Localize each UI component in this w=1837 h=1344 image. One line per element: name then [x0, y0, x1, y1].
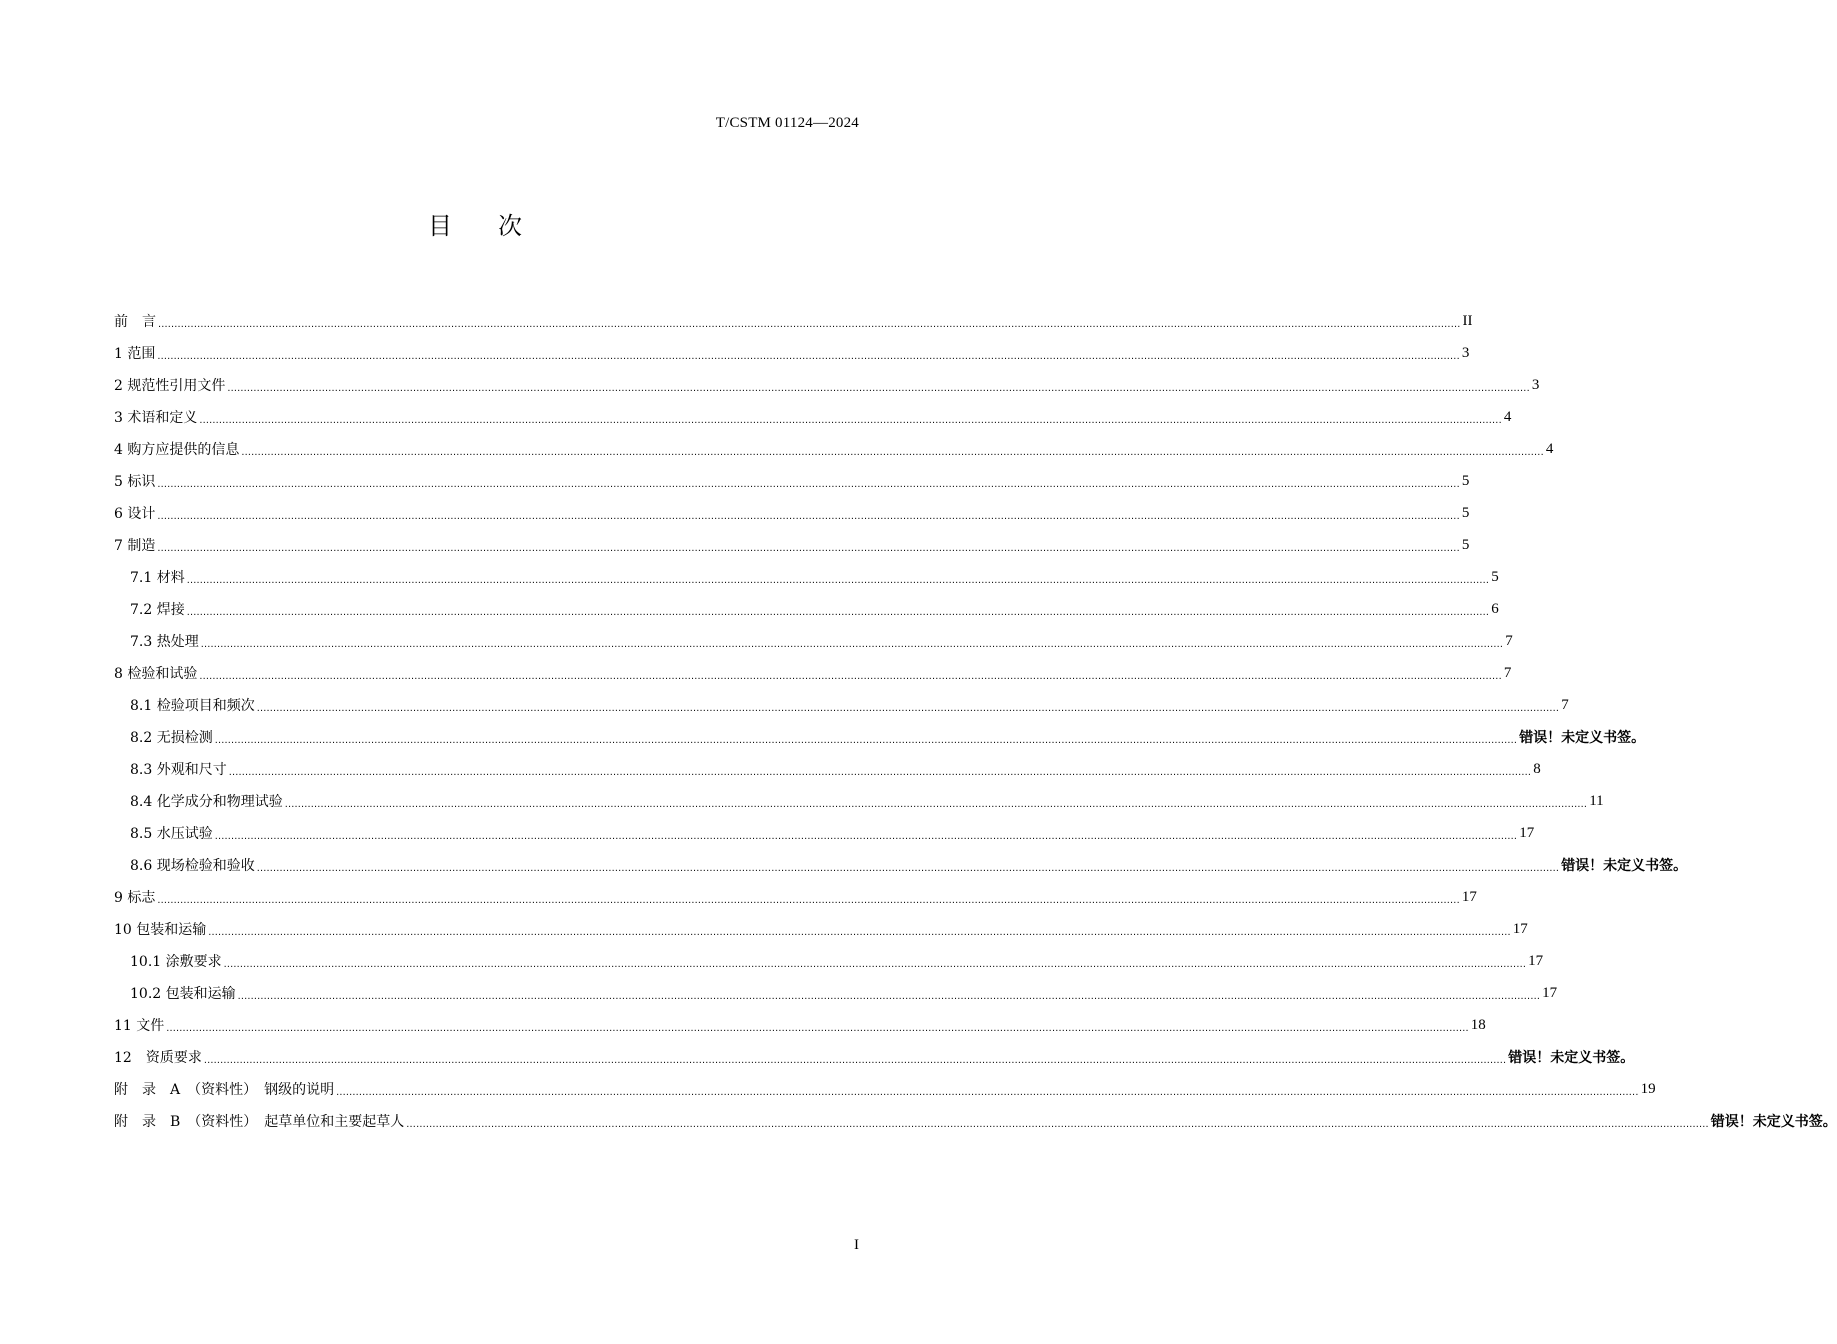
toc-entry-page: 5 [1461, 504, 1470, 521]
toc-entry-label: 前 言 [114, 314, 156, 330]
toc-leader-dots: ................................................................................................................................................................................................................................................................................................................................................................................................................ [256, 862, 1560, 874]
toc-entry-page: 5 [1461, 472, 1470, 489]
toc-entry-page: 错误！未定义书签。 [1561, 858, 1688, 874]
toc-entry[interactable] [114, 337, 1470, 369]
toc-entry[interactable] [114, 593, 1499, 625]
toc-entry[interactable] [114, 881, 1477, 913]
toc-entry-page: 17 [1528, 952, 1544, 969]
toc-entry-page: 4 [1503, 408, 1512, 425]
toc-leader-dots: ................................................................................................................................................................................................................................................................................................................................................................................................................ [158, 318, 1461, 330]
toc-leader-dots: ................................................................................................................................................................................................................................................................................................................................................................................................................ [157, 894, 1460, 906]
toc-entry[interactable] [114, 305, 1473, 337]
toc-leader-dots: ................................................................................................................................................................................................................................................................................................................................................................................................................ [200, 638, 1504, 650]
toc-entry-label: 附 录 B （资料性） 起草单位和主要起草人 [114, 1114, 405, 1130]
toc-entry-label: 10.1 涂敷要求 [130, 954, 222, 970]
page-number: I [854, 1237, 859, 1253]
toc-leader-dots: ................................................................................................................................................................................................................................................................................................................................................................................................................ [241, 446, 1544, 458]
toc-leader-dots: ................................................................................................................................................................................................................................................................................................................................................................................................................ [157, 510, 1460, 522]
toc-leader-dots: ................................................................................................................................................................................................................................................................................................................................................................................................................ [214, 734, 1518, 746]
toc-entry-page: 7 [1503, 664, 1512, 681]
toc-entry-page: 11 [1589, 792, 1604, 809]
toc-leader-dots: ................................................................................................................................................................................................................................................................................................................................................................................................................ [199, 414, 1502, 426]
toc-entry-label: 1 范围 [114, 346, 156, 362]
toc-entry-page: 17 [1519, 824, 1535, 841]
toc-entry-page: 3 [1461, 344, 1470, 361]
toc-entry-page: 错误！未定义书签。 [1519, 730, 1646, 746]
toc-entry[interactable] [114, 433, 1554, 465]
toc-entry-page: 17 [1542, 984, 1558, 1001]
toc-leader-dots: ................................................................................................................................................................................................................................................................................................................................................................................................................ [223, 958, 1527, 970]
table-of-contents [114, 305, 1837, 1137]
toc-entry-label: 5 标识 [114, 474, 156, 490]
toc-entry-label: 7 制造 [114, 538, 156, 554]
toc-entry[interactable] [114, 625, 1513, 657]
toc-entry[interactable] [114, 497, 1470, 529]
toc-entry-page: 7 [1505, 632, 1513, 649]
toc-leader-dots: ................................................................................................................................................................................................................................................................................................................................................................................................................ [166, 1022, 1469, 1034]
toc-entry-page: 5 [1491, 568, 1499, 585]
toc-entry[interactable] [114, 657, 1512, 689]
toc-entry[interactable] [114, 529, 1470, 561]
page-title [0, 206, 950, 241]
toc-entry-label: 8.1 检验项目和频次 [130, 698, 255, 714]
document-code: T/CSTM 01124—2024 [715, 115, 859, 131]
toc-entry-page: 4 [1545, 440, 1554, 457]
toc-entry-label: 10 包装和运输 [114, 922, 207, 938]
toc-entry[interactable] [114, 817, 1535, 849]
toc-entry[interactable] [114, 465, 1470, 497]
toc-leader-dots: ................................................................................................................................................................................................................................................................................................................................................................................................................ [203, 1054, 1507, 1066]
toc-entry-page: 17 [1461, 888, 1477, 905]
toc-entry-label: 10.2 包装和运输 [130, 986, 236, 1002]
toc-entry-label: 8.4 化学成分和物理试验 [130, 794, 283, 810]
toc-entry[interactable] [114, 913, 1528, 945]
toc-leader-dots: ................................................................................................................................................................................................................................................................................................................................................................................................................ [336, 1086, 1639, 1098]
toc-entry[interactable] [114, 1009, 1486, 1041]
toc-entry[interactable] [114, 721, 1646, 753]
toc-entry-page: 3 [1531, 376, 1540, 393]
toc-leader-dots: ................................................................................................................................................................................................................................................................................................................................................................................................................ [228, 766, 1532, 778]
toc-leader-dots: ................................................................................................................................................................................................................................................................................................................................................................................................................ [157, 542, 1460, 554]
toc-leader-dots: ................................................................................................................................................................................................................................................................................................................................................................................................................ [157, 478, 1460, 490]
toc-entry-page: 18 [1470, 1016, 1486, 1033]
toc-leader-dots: ................................................................................................................................................................................................................................................................................................................................................................................................................ [256, 702, 1560, 714]
toc-entry-page: 6 [1491, 600, 1499, 617]
toc-entry[interactable] [114, 369, 1540, 401]
toc-leader-dots: ................................................................................................................................................................................................................................................................................................................................................................................................................ [186, 574, 1490, 586]
title-char-2: 次 [498, 212, 522, 240]
toc-leader-dots: ................................................................................................................................................................................................................................................................................................................................................................................................................ [406, 1118, 1709, 1130]
toc-entry[interactable] [114, 977, 1558, 1009]
toc-leader-dots: ................................................................................................................................................................................................................................................................................................................................................................................................................ [214, 830, 1518, 842]
toc-leader-dots: ................................................................................................................................................................................................................................................................................................................................................................................................................ [227, 382, 1530, 394]
toc-entry[interactable] [114, 945, 1544, 977]
toc-entry[interactable] [114, 689, 1569, 721]
toc-entry-label: 8.3 外观和尺寸 [130, 762, 227, 778]
toc-entry-page: 8 [1533, 760, 1541, 777]
toc-entry-label: 11 文件 [114, 1018, 165, 1034]
toc-entry-label: 7.3 热处理 [130, 634, 199, 650]
toc-leader-dots: ................................................................................................................................................................................................................................................................................................................................................................................................................ [284, 798, 1588, 810]
toc-entry-page: 17 [1512, 920, 1528, 937]
toc-entry-label: 8.6 现场检验和验收 [130, 858, 255, 874]
toc-leader-dots: ................................................................................................................................................................................................................................................................................................................................................................................................................ [208, 926, 1511, 938]
toc-entry-page: 错误！未定义书签。 [1710, 1114, 1837, 1130]
toc-entry[interactable] [114, 849, 1688, 881]
toc-leader-dots: ................................................................................................................................................................................................................................................................................................................................................................................................................ [237, 990, 1541, 1002]
toc-entry-label: 2 规范性引用文件 [114, 378, 226, 394]
toc-entry-page: 7 [1561, 696, 1569, 713]
toc-leader-dots: ................................................................................................................................................................................................................................................................................................................................................................................................................ [199, 670, 1502, 682]
toc-entry[interactable] [114, 753, 1541, 785]
toc-entry-label: 附 录 A （资料性） 钢级的说明 [114, 1082, 335, 1098]
toc-entry-page: 5 [1461, 536, 1470, 553]
toc-entry-page: II [1462, 312, 1473, 329]
toc-entry-label: 7.1 材料 [130, 570, 185, 586]
toc-entry-label: 8.2 无损检测 [130, 730, 213, 746]
toc-entry-label: 7.2 焊接 [130, 602, 185, 618]
toc-entry-label: 3 术语和定义 [114, 410, 198, 426]
toc-entry-label: 12 资质要求 [114, 1050, 202, 1066]
toc-entry-label: 9 标志 [114, 890, 156, 906]
toc-leader-dots: ................................................................................................................................................................................................................................................................................................................................................................................................................ [157, 350, 1460, 362]
toc-entry-label: 8.5 水压试验 [130, 826, 213, 842]
toc-entry-label: 6 设计 [114, 506, 156, 522]
toc-entry-page: 19 [1640, 1080, 1656, 1097]
toc-entry-label: 8 检验和试验 [114, 666, 198, 682]
title-char-1: 目 [428, 212, 452, 240]
toc-entry[interactable] [114, 1041, 1635, 1073]
toc-leader-dots: ................................................................................................................................................................................................................................................................................................................................................................................................................ [186, 606, 1490, 618]
toc-entry[interactable] [114, 1105, 1837, 1137]
toc-entry[interactable] [114, 401, 1512, 433]
toc-entry[interactable] [114, 1073, 1656, 1105]
toc-entry[interactable] [114, 785, 1604, 817]
toc-entry-page: 错误！未定义书签。 [1508, 1050, 1635, 1066]
toc-entry-label: 4 购方应提供的信息 [114, 442, 240, 458]
toc-entry[interactable] [114, 561, 1499, 593]
